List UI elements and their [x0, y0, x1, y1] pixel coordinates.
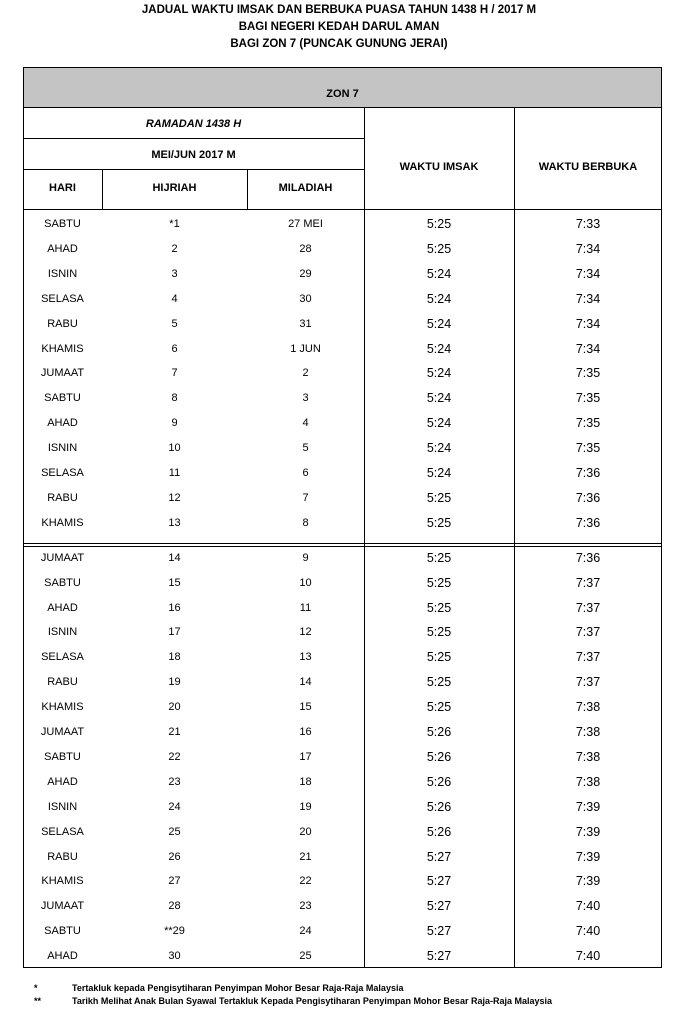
cell-berbuka: 7:33 [575, 217, 601, 231]
cell-hari: RABU [47, 491, 78, 504]
cell-miladiah: 2 [302, 367, 309, 380]
cell-miladiah: 16 [299, 726, 312, 738]
cell-berbuka: 7:35 [575, 416, 601, 431]
cell-imsak: 5:25 [426, 217, 452, 231]
cell-hijriah: 20 [168, 701, 181, 714]
footnote-text: Tertakluk kepada Pengisytiharan Penyimpan Mohor Besar Raja-Raja Malaysia [72, 983, 404, 993]
cell-imsak: 5:24 [426, 416, 452, 431]
cell-hijriah: 23 [168, 775, 181, 788]
cell-hari: RABU [47, 850, 78, 863]
cell-hari: SELASA [41, 467, 84, 479]
cell-hari: AHAD [47, 950, 78, 963]
cell-miladiah: 20 [299, 825, 312, 838]
cell-hijriah: 30 [168, 950, 181, 963]
cell-hari: SABTU [44, 392, 81, 405]
cell-berbuka: 7:38 [575, 749, 601, 764]
cell-hijriah: 4 [171, 292, 178, 305]
cell-miladiah: 25 [299, 950, 312, 963]
cell-berbuka: 7:34 [575, 266, 601, 281]
month-header: MEI/JUN 2017 M [151, 149, 236, 161]
cell-miladiah: 5 [302, 442, 309, 455]
cell-berbuka: 7:40 [575, 924, 601, 939]
cell-miladiah: 24 [299, 925, 312, 938]
cell-berbuka: 7:37 [575, 675, 601, 690]
cell-hari: AHAD [47, 417, 78, 430]
cell-imsak: 5:27 [426, 874, 452, 889]
cell-miladiah: 9 [302, 551, 309, 564]
col-header-miladiah: MILADIAH [278, 182, 333, 194]
cell-imsak: 5:24 [426, 466, 452, 480]
cell-hijriah: 18 [168, 651, 181, 664]
cell-hari: JUMAAT [40, 900, 85, 913]
cell-miladiah: 28 [299, 242, 312, 255]
cell-hijriah: **29 [164, 925, 185, 938]
cell-imsak: 5:25 [426, 600, 452, 615]
cell-hijriah: 15 [168, 576, 181, 589]
cell-hari: JUMAAT [40, 726, 85, 738]
cell-hari: AHAD [47, 775, 78, 788]
cell-berbuka: 7:38 [575, 700, 601, 715]
cell-berbuka: 7:36 [575, 490, 601, 505]
cell-berbuka: 7:36 [575, 515, 601, 530]
cell-berbuka: 7:40 [575, 899, 601, 914]
cell-hari: KHAMIS [41, 516, 84, 529]
cell-hari: ISNIN [47, 800, 78, 813]
cell-miladiah: 29 [299, 267, 312, 280]
cell-hijriah: 17 [168, 626, 181, 639]
table-rule [23, 67, 24, 968]
cell-hijriah: 9 [171, 417, 178, 430]
table-rule [23, 138, 364, 139]
cell-imsak: 5:26 [426, 725, 452, 739]
cell-miladiah: 21 [299, 850, 312, 863]
cell-miladiah: 7 [302, 491, 309, 504]
cell-miladiah: 22 [299, 875, 312, 888]
cell-hari: RABU [47, 317, 78, 330]
cell-imsak: 5:25 [426, 515, 452, 530]
cell-hijriah: 22 [168, 750, 181, 763]
cell-miladiah: 19 [299, 800, 312, 813]
cell-berbuka: 7:34 [575, 341, 601, 356]
cell-hijriah: 13 [168, 516, 181, 529]
cell-miladiah: 3 [302, 392, 309, 405]
cell-berbuka: 7:39 [575, 824, 601, 839]
document-title: JADUAL WAKTU IMSAK DAN BERBUKA PUASA TAHUN 1438 H / 2017 M [141, 4, 537, 16]
cell-hari: SABTU [44, 750, 81, 763]
cell-imsak: 5:25 [426, 490, 452, 505]
cell-hari: KHAMIS [41, 875, 84, 888]
table-rule [514, 107, 515, 967]
cell-berbuka: 7:37 [575, 650, 601, 665]
cell-miladiah: 6 [302, 467, 309, 479]
cell-hijriah: 27 [168, 875, 181, 888]
cell-imsak: 5:25 [426, 675, 452, 690]
cell-hijriah: *1 [169, 218, 180, 230]
table-rule [23, 67, 662, 68]
cell-hari: AHAD [47, 242, 78, 255]
cell-hari: SELASA [41, 651, 84, 664]
cell-hijriah: 10 [168, 442, 181, 455]
cell-imsak: 5:27 [426, 849, 452, 864]
footnote-mark: * [34, 983, 38, 993]
table-rule [364, 107, 365, 967]
cell-miladiah: 13 [299, 651, 312, 664]
cell-miladiah: 11 [299, 601, 312, 614]
cell-hari: SABTU [44, 218, 81, 230]
cell-hijriah: 12 [168, 491, 181, 504]
cell-miladiah: 23 [299, 900, 312, 913]
cell-hijriah: 5 [171, 317, 178, 330]
cell-imsak: 5:26 [426, 824, 452, 839]
cell-berbuka: 7:36 [575, 550, 601, 565]
cell-imsak: 5:27 [426, 899, 452, 914]
cell-imsak: 5:25 [426, 550, 452, 565]
cell-hijriah: 11 [168, 467, 181, 479]
table-rule [661, 67, 662, 968]
cell-berbuka: 7:37 [575, 575, 601, 590]
cell-berbuka: 7:34 [575, 291, 601, 306]
cell-hijriah: 2 [171, 242, 178, 255]
cell-imsak: 5:26 [426, 774, 452, 789]
cell-hijriah: 6 [171, 342, 178, 355]
cell-imsak: 5:24 [426, 266, 452, 281]
cell-imsak: 5:25 [426, 650, 452, 665]
cell-berbuka: 7:39 [575, 874, 601, 889]
cell-hijriah: 25 [168, 825, 181, 838]
cell-berbuka: 7:37 [575, 600, 601, 615]
cell-hari: SABTU [44, 925, 81, 938]
document-subtitle-state: BAGI NEGERI KEDAH DARUL AMAN [238, 21, 440, 33]
cell-hari: ISNIN [47, 626, 78, 639]
cell-berbuka: 7:34 [575, 241, 601, 256]
cell-imsak: 5:24 [426, 341, 452, 356]
cell-miladiah: 12 [299, 626, 312, 639]
cell-imsak: 5:26 [426, 799, 452, 814]
cell-imsak: 5:24 [426, 316, 452, 331]
prayer-times-table [23, 67, 662, 968]
cell-berbuka: 7:37 [575, 625, 601, 640]
ramadan-header: RAMADAN 1438 H [145, 118, 242, 130]
zone-header: ZON 7 [326, 88, 359, 100]
cell-berbuka: 7:35 [575, 441, 601, 456]
cell-hijriah: 19 [168, 676, 181, 689]
cell-berbuka: 7:34 [575, 316, 601, 331]
cell-hijriah: 8 [171, 392, 178, 405]
cell-imsak: 5:25 [426, 700, 452, 715]
cell-imsak: 5:25 [426, 625, 452, 640]
cell-hari: SELASA [41, 292, 84, 305]
cell-miladiah: 8 [302, 516, 309, 529]
table-rule [23, 543, 662, 544]
cell-berbuka: 7:38 [575, 774, 601, 789]
cell-hari: SABTU [44, 576, 81, 589]
cell-miladiah: 14 [299, 676, 312, 689]
cell-hari: ISNIN [47, 267, 78, 280]
cell-hari: SELASA [41, 825, 84, 838]
table-rule [247, 169, 248, 209]
table-rule [23, 107, 662, 108]
table-rule [23, 209, 662, 210]
cell-miladiah: 10 [299, 576, 312, 589]
cell-imsak: 5:27 [426, 949, 452, 964]
cell-hijriah: 21 [168, 726, 181, 738]
cell-hari: JUMAAT [40, 551, 85, 564]
footnote-mark: ** [34, 996, 42, 1006]
cell-hijriah: 28 [168, 900, 181, 913]
cell-miladiah: 30 [299, 292, 312, 305]
footnote-text: Tarikh Melihat Anak Bulan Syawal Tertakluk Kepada Pengisytiharan Penyimpan Mohor Besar Raja-Raja Malaysia [72, 996, 552, 1006]
cell-berbuka: 7:38 [575, 725, 601, 739]
cell-imsak: 5:24 [426, 366, 452, 381]
cell-imsak: 5:24 [426, 291, 452, 306]
cell-miladiah: 15 [299, 701, 312, 714]
cell-berbuka: 7:36 [575, 466, 601, 480]
cell-hari: ISNIN [47, 442, 78, 455]
cell-berbuka: 7:40 [575, 949, 601, 964]
cell-berbuka: 7:39 [575, 799, 601, 814]
cell-imsak: 5:27 [426, 924, 452, 939]
cell-imsak: 5:25 [426, 241, 452, 256]
col-header-hijriah: HIJRIAH [152, 182, 197, 194]
cell-miladiah: 27 MEI [288, 218, 323, 230]
cell-berbuka: 7:35 [575, 366, 601, 381]
cell-hijriah: 24 [168, 800, 181, 813]
cell-hijriah: 14 [168, 551, 181, 564]
cell-hijriah: 26 [168, 850, 181, 863]
cell-miladiah: 17 [299, 750, 312, 763]
table-rule [23, 169, 364, 170]
col-header-imsak: WAKTU IMSAK [399, 161, 479, 173]
cell-hijriah: 16 [168, 601, 181, 614]
cell-imsak: 5:26 [426, 749, 452, 764]
cell-imsak: 5:24 [426, 391, 452, 406]
cell-hari: AHAD [47, 601, 78, 614]
cell-berbuka: 7:35 [575, 391, 601, 406]
cell-hari: JUMAAT [40, 367, 85, 380]
cell-berbuka: 7:39 [575, 849, 601, 864]
cell-hijriah: 3 [171, 267, 178, 280]
document-subtitle-zone: BAGI ZON 7 (PUNCAK GUNUNG JERAI) [230, 38, 448, 50]
table-rule [23, 967, 662, 968]
cell-hari: KHAMIS [41, 342, 84, 355]
cell-miladiah: 31 [299, 317, 312, 330]
cell-imsak: 5:25 [426, 575, 452, 590]
cell-hari: RABU [47, 676, 78, 689]
col-header-hari: HARI [49, 182, 76, 194]
cell-miladiah: 1 JUN [290, 342, 321, 355]
table-rule [23, 546, 662, 547]
col-header-berbuka: WAKTU BERBUKA [538, 161, 638, 173]
cell-miladiah: 4 [302, 417, 309, 430]
table-rule [102, 169, 103, 209]
cell-miladiah: 18 [299, 775, 312, 788]
cell-hijriah: 7 [171, 367, 178, 380]
cell-hari: KHAMIS [41, 701, 84, 714]
cell-imsak: 5:24 [426, 441, 452, 456]
